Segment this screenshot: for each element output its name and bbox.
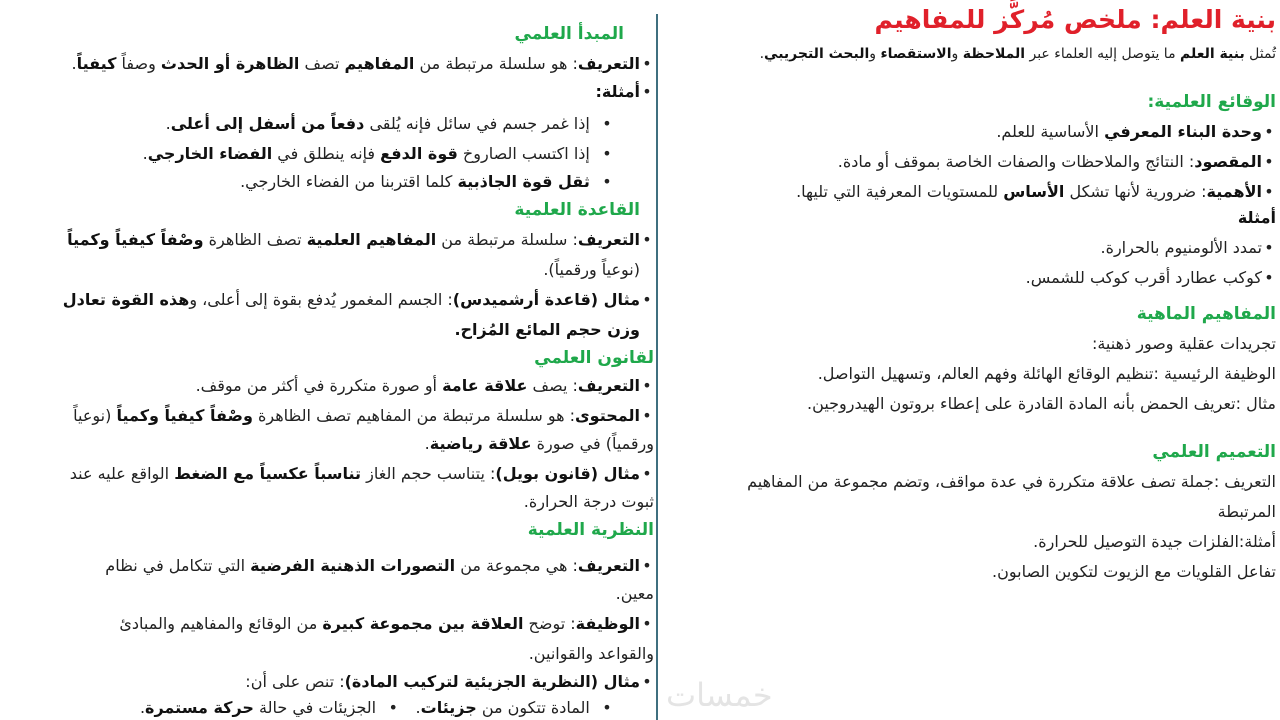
principle-definition: •التعريف: هو سلسلة مرتبطة من المفاهيم تصف الظاهرة أو الحدث وصفاً كيفياً. <box>71 54 652 73</box>
concepts-line-1: تجريدات عقلية وصور ذهنية: <box>1091 334 1276 353</box>
generalization-line-4: تفاعل القلويات مع الزيوت لتكوين الصابون. <box>992 562 1276 581</box>
generalization-heading: التعميم العلمي <box>1152 442 1276 462</box>
facts-importance: •الأهمية: ضرورية لأنها تشكل الأساس للمستويات المعرفية التي تليها. <box>796 182 1274 201</box>
theory-definition: •التعريف: هي مجموعة من التصورات الذهنية الفرضية التي تتكامل في نظام <box>105 556 652 575</box>
law-heading: لقانون العلمي <box>534 348 654 368</box>
facts-example-1: •تمدد الألومنيوم بالحرارة. <box>1100 238 1274 257</box>
rule-definition: •التعريف: سلسلة مرتبطة من المفاهيم العلمية تصف الظاهرة وصْفاً كيفياً وكمياً <box>67 230 652 249</box>
generalization-line-3: أمثلة:الفلزات جيدة التوصيل للحرارة. <box>1033 532 1276 551</box>
watermark-logo: خمسات <box>666 676 773 714</box>
generalization-line-2: المرتبطة <box>1217 502 1276 521</box>
rule-heading: القاعدة العلمية <box>514 200 640 220</box>
facts-examples-label: أمثلة <box>1237 208 1276 227</box>
column-divider <box>656 14 658 720</box>
rule-definition-cont: (نوعياً ورقمياً). <box>543 260 640 279</box>
theory-definition-cont: معين. <box>615 584 654 603</box>
theory-heading: النظرية العلمية <box>527 520 654 540</box>
principle-heading: المبدأ العلمي <box>514 24 624 44</box>
law-example-cont: ثبوت درجة الحرارة. <box>523 492 654 511</box>
principle-example-2: • إذا اكتسب الصاروخ قوة الدفع فإنه ينطلق في الفضاء الخارجي. <box>142 144 612 163</box>
intro-text: تُمثل بنية العلم ما يتوصل إليه العلماء عبر الملاحظة والاستقصاء والبحث التجريبي. <box>759 46 1276 62</box>
principle-example-3: • ثقل قوة الجاذبية كلما اقتربنا من الفضاء الخارجي. <box>240 172 612 191</box>
law-content: •المحتوى: هو سلسلة مرتبطة من المفاهيم تصف الظاهرة وصْفاً كيفياً وكمياً (نوعياً <box>73 406 652 425</box>
facts-unit: •وحدة البناء المعرفي الأساسية للعلم. <box>996 122 1274 141</box>
principle-examples-label: •أمثلة: <box>595 82 652 101</box>
facts-meaning: •المقصود: النتائج والملاحظات والصفات الخاصة بموقف أو مادة. <box>837 152 1274 171</box>
rule-example: •مثال (قاعدة أرشميدس): الجسم المغمور يُدفع بقوة إلى أعلى، وهذه القوة تعادل <box>62 290 652 309</box>
facts-example-2: •كوكب عطارد أقرب كوكب للشمس. <box>1025 268 1274 287</box>
law-example: •مثال (قانون بويل): يتناسب حجم الغاز تناسباً عكسياً مع الضغط الواقع عليه عند <box>69 464 652 483</box>
law-content-cont: ورقمياً) في صورة علاقة رياضية. <box>424 434 654 453</box>
theory-example-items: • المادة تتكون من جزيئات. • الجزيئات في حالة حركة مستمرة. <box>139 698 612 717</box>
generalization-line-1: التعريف :جملة تصف علاقة متكررة في عدة مواقف، وتضم مجموعة من المفاهيم <box>747 472 1276 491</box>
facts-heading: الوقائع العلمية: <box>1147 92 1276 112</box>
law-definition: •التعريف: يصف علاقة عامة أو صورة متكررة في أكثر من موقف. <box>195 376 652 395</box>
concepts-line-3: مثال :تعريف الحمض بأنه المادة القادرة على إعطاء بروتون الهيدروجين. <box>807 394 1276 413</box>
page-title: بنية العلم: ملخص مُركَّز للمفاهيم <box>874 5 1276 34</box>
theory-function-cont: والقواعد والقوانين. <box>528 644 654 663</box>
theory-example: •مثال (النظرية الجزيئية لتركيب المادة): تنص على أن: <box>245 672 652 691</box>
principle-example-1: • إذا غمر جسم في سائل فإنه يُلقى دفعاً من أسفل إلى أعلى. <box>165 114 612 133</box>
theory-function: •الوظيفة: توضح العلاقة بين مجموعة كبيرة من الوقائع والمفاهيم والمبادئ <box>119 614 652 633</box>
concepts-heading: المفاهيم الماهية <box>1136 304 1276 324</box>
concepts-line-2: الوظيفة الرئيسية :تنظيم الوقائع الهائلة وفهم العالم، وتسهيل التواصل. <box>817 364 1276 383</box>
rule-example-cont: وزن حجم المائع المُزاح. <box>454 320 640 339</box>
